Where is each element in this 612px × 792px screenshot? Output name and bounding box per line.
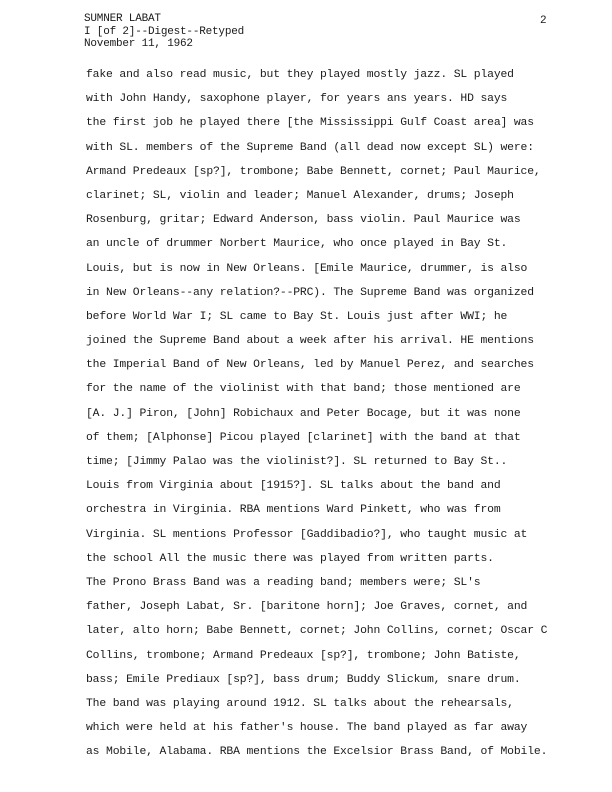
reel-label: I [of 2]--Digest--Retyped (84, 25, 245, 38)
text-line: the school All the music there was played from written parts. (86, 552, 494, 565)
document-header (84, 13, 564, 51)
text-line: Louis, but is now in New Orleans. [Emile Maurice, drummer, is also (86, 262, 528, 275)
text-line: as Mobile, Alabama. RBA mentions the Excelsior Brass Band, of Mobile. (86, 746, 548, 759)
interview-date: November 11, 1962 (84, 38, 193, 50)
text-line: orchestra in Virginia. RBA mentions Ward Pinkett, who was from (86, 504, 501, 517)
text-line: an uncle of drummer Norbert Maurice, who once played in Bay St. (86, 238, 508, 251)
text-line: before World War I; SL came to Bay St. Louis just after WWI; he (86, 310, 508, 323)
text-line: Louis from Virginia about [1915?]. SL talks about the band and (86, 480, 501, 493)
digest-body-text (86, 67, 610, 768)
text-line: in New Orleans--any relation?--PRC). The Supreme Band was organized (86, 286, 534, 299)
text-line: time; [Jimmy Palao was the violinist?]. SL returned to Bay St.. (86, 456, 508, 468)
text-line: The Prono Brass Band was a reading band; members were; SL's (86, 576, 481, 589)
text-line: later, alto horn; Babe Bennett, cornet; John Collins, cornet; Oscar C (86, 625, 548, 638)
text-line: which were held at his father's house. The band played as far away (86, 722, 528, 735)
text-line: with SL. members of the Supreme Band (all dead now except SL) were: (86, 141, 534, 154)
text-line: for the name of the violinist with that band; those mentioned are (86, 383, 521, 396)
text-line: joined the Supreme Band about a week after his arrival. HE mentions (86, 335, 534, 348)
text-line: The band was playing around 1912. SL talks about the rehearsals, (86, 697, 514, 710)
text-line: Armand Predeaux [sp?], trombone; Babe Bennett, cornet; Paul Maurice, (86, 165, 541, 178)
text-line: Rosenburg, gritar; Edward Anderson, bass violin. Paul Maurice was (86, 214, 521, 227)
text-line: father, Joseph Labat, Sr. [baritone horn]; Joe Graves, cornet, and (86, 601, 528, 614)
page-number: 2 (540, 15, 547, 27)
text-line: of them; [Alphonse] Picou played [clarinet] with the band at that (86, 431, 521, 444)
text-line: fake and also read music, but they played mostly jazz. SL played (86, 69, 514, 81)
text-line: the Imperial Band of New Orleans, led by Manuel Perez, and searches (86, 359, 534, 372)
text-line: clarinet; SL, violin and leader; Manuel Alexander, drums; Joseph (86, 189, 514, 202)
text-line: bass; Emile Prediaux [sp?], bass drum; Buddy Slickum, snare drum. (86, 673, 521, 686)
text-line: Virginia. SL mentions Professor [Gaddibadio?], who taught music at (86, 528, 528, 541)
interviewee-name: SUMNER LABAT (84, 13, 161, 25)
text-line: the first job he played there [the Mississippi Gulf Coast area] was (86, 117, 534, 130)
text-line: Collins, trombone; Armand Predeaux [sp?], trombone; John Batiste, (86, 649, 521, 662)
text-line: [A. J.] Piron, [John] Robichaux and Peter Bocage, but it was none (86, 407, 521, 420)
text-line: with John Handy, saxophone player, for years ans years. HD says (86, 93, 508, 106)
